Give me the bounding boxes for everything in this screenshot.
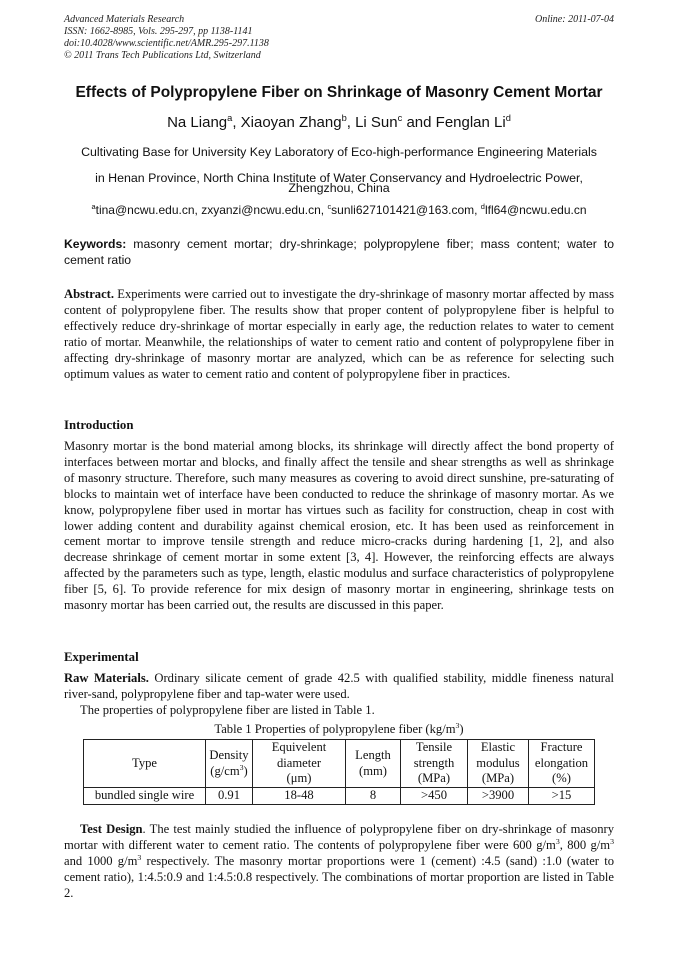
- keywords: [64, 236, 614, 268]
- abstract: [64, 287, 614, 382]
- online-date: Online: 2011-07-04: [535, 14, 614, 25]
- author: Fenglan Li: [435, 114, 506, 131]
- cell-elastic: >3900: [468, 788, 529, 805]
- keywords-text: masonry cement mortar; dry-shrinkage; polypropylene fiber; mass content; water to cement ratio: [64, 237, 615, 267]
- author: Xiaoyan Zhang: [240, 114, 342, 131]
- email[interactable]: lfl64@ncwu.edu.cn: [484, 203, 587, 217]
- raw-materials-text-2: The properties of polypropylene fiber are listed in Table 1.: [80, 703, 375, 717]
- cell-diameter: 18-48: [253, 788, 346, 805]
- header-length: Length (mm): [346, 740, 401, 788]
- raw-materials-label: Raw Materials.: [64, 671, 149, 685]
- affiliation-line-3: Zhengzhou, China: [288, 181, 390, 195]
- issn-line: ISSN: 1662-8985, Vols. 295-297, pp 1138-1141: [64, 26, 253, 37]
- header-elastic: Elastic modulus (MPa): [468, 740, 529, 788]
- author-sup: c: [397, 113, 403, 123]
- cell-type: bundled single wire: [84, 788, 206, 805]
- affiliation-line-2: in Henan Province, North China Institute of Water Conservancy and Hydroelectric Power,: [95, 171, 583, 185]
- paper-title: Effects of Polypropylene Fiber on Shrinkage of Masonry Cement Mortar: [75, 84, 603, 101]
- abstract-text: Experiments were carried out to investigate the dry-shrinkage of masonry mortar affected by mass content of polypropylene fiber. The results show that proper content of polypropylene fiber is helpful to effectively reduce dry-shrinkage of mortar especially in early age, the reduction relates to water to cement ratio of mortar. Meanwhile, the relationships of water to cement ratio and content of polypropylene fiber in affecting dry-shrinkage of masonry mortar are analyzed, which can be as reference for selecting such optimum values as water to cement ratio and content of polypropylene fiber in practices.: [64, 287, 614, 381]
- email[interactable]: tina@ncwu.edu.cn,: [95, 203, 202, 217]
- table-1: [83, 739, 595, 805]
- author-sup: b: [341, 113, 347, 123]
- table-header-row: [84, 740, 595, 788]
- table-1-caption: Table 1 Properties of polypropylene fiber $(kg/m^3)$: [214, 720, 464, 736]
- author-sup: d: [505, 113, 511, 123]
- raw-materials: [64, 671, 614, 703]
- cell-length: 8: [346, 788, 401, 805]
- journal-header: [64, 14, 269, 62]
- author: Na Liang: [167, 114, 228, 131]
- cell-fracture: >15: [529, 788, 595, 805]
- test-design-label: Test Design: [80, 822, 143, 836]
- journal-name: Advanced Materials Research: [64, 14, 185, 25]
- header-type: Type: [84, 740, 206, 788]
- header-tensile: Tensile strength (MPa): [401, 740, 468, 788]
- raw-materials-text: Ordinary silicate cement of grade 42.5 with qualified stability, middle fineness natural river-sand, polypropylene fiber and tap-water were used.: [64, 671, 614, 701]
- email[interactable]: zxyanzi@ncwu.edu.cn,: [201, 203, 328, 217]
- author-list: Na Liang$^a$, Xiaoyan Zhang$^b$, Li Sun$^c$ and Fenglan Li$^d$: [167, 113, 511, 131]
- header-fracture: Fracture elongation (%): [529, 740, 595, 788]
- email-list: $^a$tina@ncwu.edu.cn, zxyanzi@ncwu.edu.cn, $^c$sunli627101421@163.com, $^d$lfl64@ncwu.edu.cn: [91, 202, 587, 217]
- keywords-label: Keywords:: [64, 237, 127, 251]
- test-design: Test Design. The test mainly studied the influence of polypropylene fiber on dry-shrinkage of masonry mortar with different water to cement ratio. The contents of polypropylene fiber were 600 $g/m^3$, 800 $g/m^3$ and 1000 $g/m^3$ respectively. The masonry mortar proportions were 1 (cement) :4.5 (sand) :1.0 (water to cement ratio), 1:4.5:0.9 and 1:4.5:0.8 respectively. The combinations of mortar proportion are listed in Table 2.: [64, 822, 615, 900]
- introduction-text: Masonry mortar is the bond material among blocks, its shrinkage will directly affect the bond property of interfaces between mortar and blocks, and finally affect the tensile and shear strengths as well as shrinkage of masonry structure. Therefore, such many measures as covering to avoid direct sunshine, pre-saturating of blocks to maintain wet of interface have been conducted to reduce the shrinkage of masonry mortar. As we know, polypropylene fiber used in mortar has virtues such as facility for construction, cheap in cost with lower adding content and durability against chemical erosion, etc. It has been used as reinforcement in cement mortar to improve tensile strength and reduce micro-cracks during hardening [1, 2], and also decrease shrinkage of cement mortar in some extent [3, 4]. However, the reinforcing effects are always affected by the parameters such as type, length, elastic modulus and surface characteristics of polypropylene fiber [5, 6]. To provide reference for mix design of masonry mortar in engineering, shrinkage tests on masonry mortar has been carried out, the results are discussed in this paper.: [64, 439, 614, 613]
- copyright-line: © 2011 Trans Tech Publications Ltd, Switzerland: [64, 50, 261, 61]
- header-density: Density $(g/cm^3)$: [206, 740, 253, 788]
- author-sup: a: [227, 113, 233, 123]
- abstract-label: Abstract.: [64, 287, 115, 301]
- experimental-heading: Experimental: [64, 650, 139, 664]
- doi-line: doi:10.4028/www.scientific.net/AMR.295-297.1138: [64, 38, 269, 49]
- introduction-heading: Introduction: [64, 418, 134, 432]
- cell-tensile: >450: [401, 788, 468, 805]
- table-row: [84, 788, 595, 805]
- author: Li Sun: [355, 114, 398, 131]
- header-diameter: Equivelent diameter (μm): [253, 740, 346, 788]
- affiliation-line-1: Cultivating Base for University Key Laboratory of Eco-high-performance Engineering Materials: [81, 145, 597, 159]
- email[interactable]: sunli627101421@163.com,: [331, 203, 481, 217]
- cell-density: 0.91: [206, 788, 253, 805]
